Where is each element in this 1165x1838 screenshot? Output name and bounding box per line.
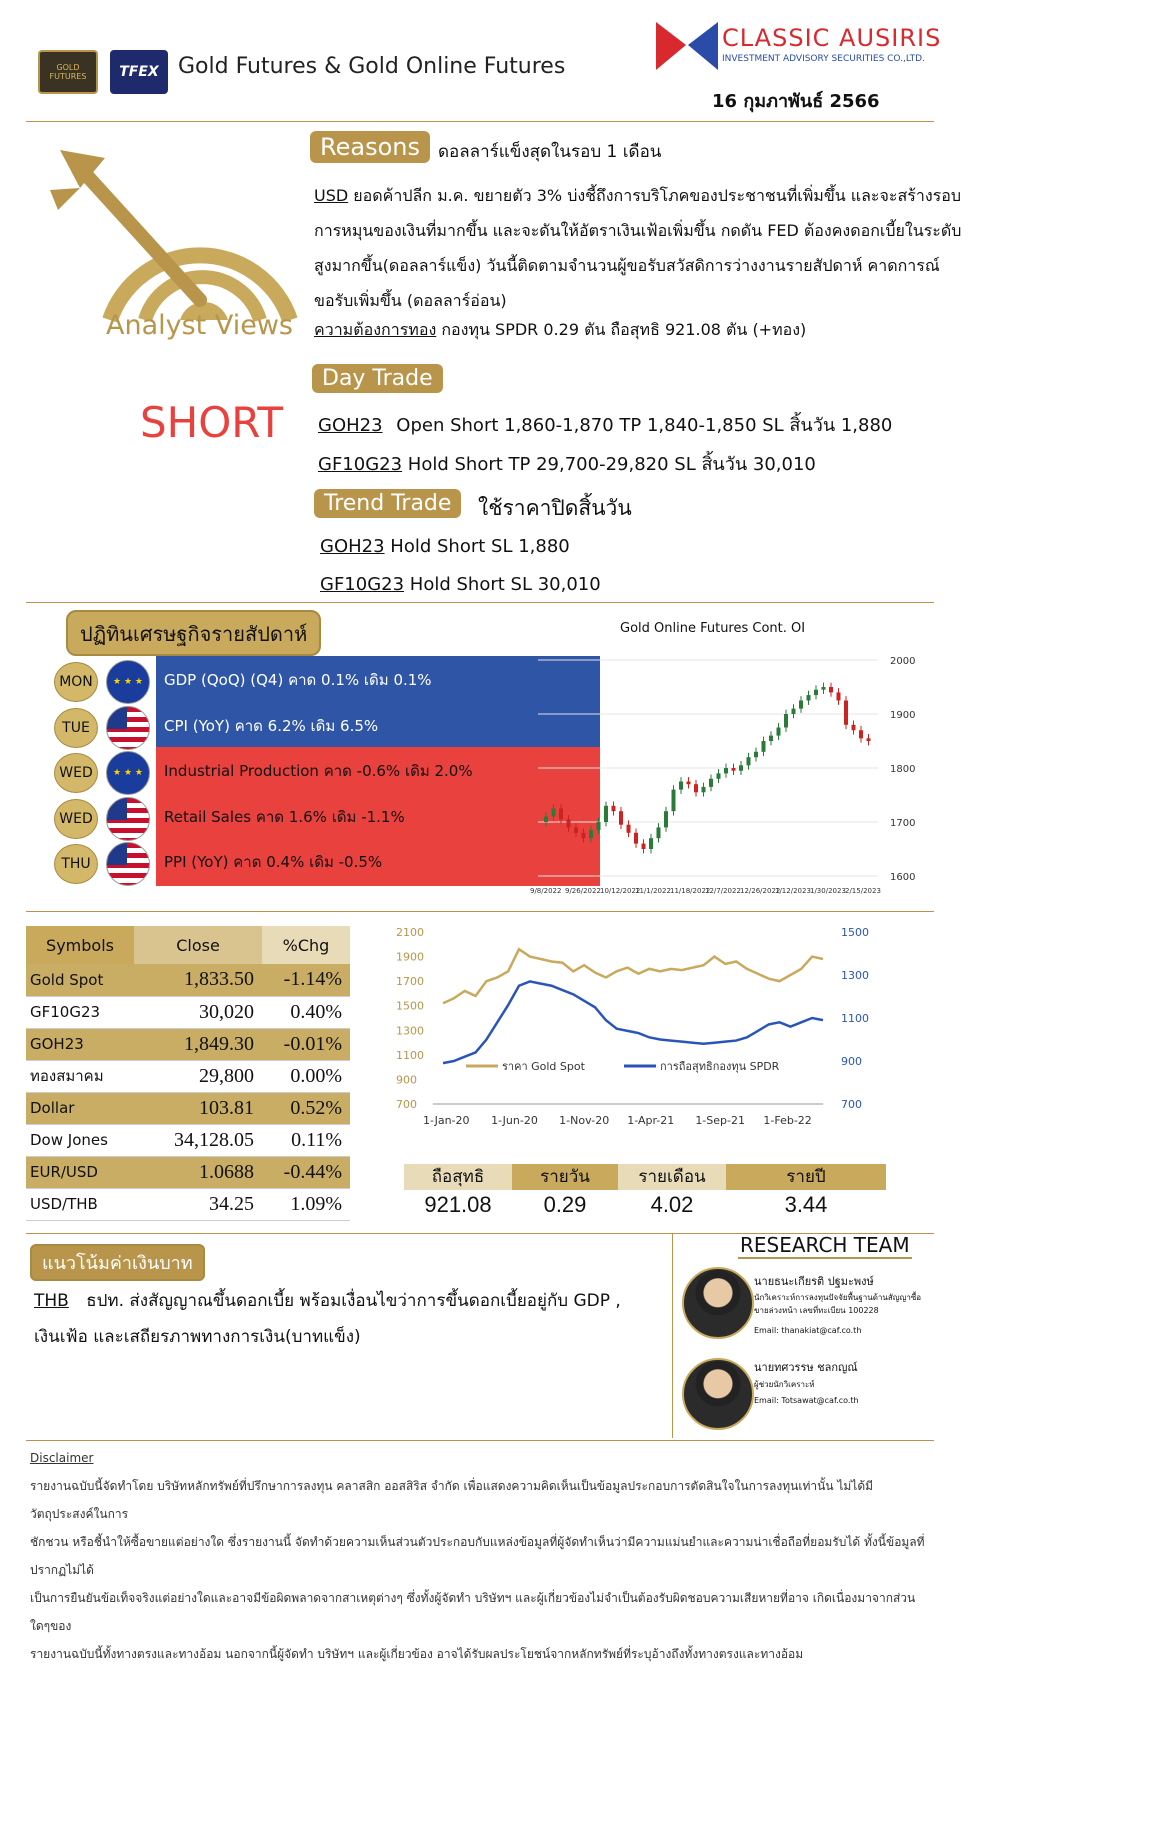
candle-body: [754, 752, 758, 757]
spdr-header: รายเดือน: [618, 1164, 726, 1190]
y-left-tick-label: 700: [396, 1098, 417, 1111]
candle-body: [604, 806, 608, 822]
us-flag-icon: [106, 706, 150, 750]
analyst-view: SHORT: [140, 398, 284, 447]
day-trade-line-1: [318, 410, 892, 439]
spdr-header: รายวัน: [512, 1164, 618, 1190]
disclaimer-line-1: รายงานฉบับนี้จัดทำโดย บริษัทหลักทรัพย์ที่ปรึกษาการลงทุน คลาสสิก ออสสิริส จำกัด เพื่อแสดงความคิดเห็นเป็นข้อมูลประกอบการตัดสินใจในการลงทุนเท่านั้น ไม่ได้มีวัตถุประสงค์ในการ: [30, 1479, 874, 1521]
y-left-tick-label: 1900: [396, 950, 424, 964]
analyst-1-email: Email: thanakiat@caf.co.th: [754, 1326, 862, 1335]
chg-cell: 1.09%: [262, 1188, 350, 1220]
legend-label: การถือสุทธิกองทุน SPDR: [660, 1060, 780, 1073]
gold-futures-logo-text: GOLD FUTURES: [49, 63, 87, 81]
thb-tag: แนวโน้มค่าเงินบาท: [30, 1244, 205, 1281]
trend-trade-symbol-2: GF10G23: [320, 574, 405, 595]
brand-subtitle: INVESTMENT ADVISORY SECURITIES CO.,LTD.: [722, 54, 925, 64]
x-tick-label: 1-Nov-20: [559, 1114, 610, 1127]
trend-trade-text-2: Hold Short SL 30,010: [409, 574, 601, 595]
chg-cell: 0.00%: [262, 1060, 350, 1092]
disclaimer-line-4: รายงานฉบับนี้ทั้งทางตรงและทางอ้อม นอกจากนี้ผู้จัดทำ บริษัทฯ และผู้เกี่ยวข้อง อาจได้รับผลประโยชน์จากหลักทรัพย์ที่ระบุอ้างถึงทั้งทางตรงและทางอ้อม: [30, 1647, 804, 1661]
candle-body: [552, 809, 556, 817]
y-left-tick-label: 1100: [396, 1048, 424, 1062]
x-tick-label: 1-Apr-21: [627, 1114, 675, 1127]
analyst-1-name: นายธนะเกียรติ ปฐมะพงษ์: [754, 1275, 874, 1288]
eu-flag-icon: ★ ★ ★: [106, 751, 150, 795]
candle-body: [679, 782, 683, 790]
x-tick-label: 1/12/2023: [775, 887, 811, 895]
header-chg: %Chg: [262, 926, 350, 964]
analyst-2-name: นายทศวรรษ ชลกญณ์: [754, 1361, 858, 1374]
x-tick-label: 1-Jan-20: [423, 1114, 470, 1127]
divider: [26, 911, 934, 912]
econ-event-text: PPI (YoY) คาด 0.4% เดิม -0.5%: [156, 838, 600, 888]
y-right-tick-label: 1100: [841, 1012, 869, 1025]
candle-body: [822, 687, 826, 690]
candle-body: [814, 690, 818, 695]
y-right-tick-label: 900: [841, 1055, 862, 1068]
target-arrow-icon: [50, 150, 300, 325]
close-cell: 103.81: [134, 1092, 262, 1124]
y-left-tick-label: 900: [396, 1073, 417, 1087]
close-cell: 1,849.30: [134, 1028, 262, 1060]
candle-body: [559, 809, 563, 820]
gold-demand-label: ความต้องการทอง: [314, 320, 437, 339]
legend-label: ราคา Gold Spot: [502, 1060, 585, 1073]
series-line-gold-spot: [443, 949, 823, 1003]
econ-event-text: GDP (QoQ) (Q4) คาด 0.1% เดิม 0.1%: [156, 656, 600, 706]
day-trade-line-2: [318, 449, 816, 478]
weekday-badge: WED: [54, 799, 98, 839]
econ-event-row: [54, 656, 600, 701]
header-close: Close: [134, 926, 262, 964]
candle-body: [859, 730, 863, 738]
chg-cell: -0.44%: [262, 1156, 350, 1188]
candle-body: [852, 725, 856, 730]
day-trade-text-2: Hold Short TP 29,700-29,820 SL สิ้นวัน 30,010: [407, 454, 816, 475]
symbol-cell: GF10G23: [26, 996, 134, 1028]
candle-body: [612, 806, 616, 811]
econ-event-row: [54, 702, 600, 747]
price-table-row: [26, 996, 350, 1028]
y-tick-label: 1900: [890, 710, 916, 721]
disclaimer: [30, 1444, 930, 1668]
close-cell: 1.0688: [134, 1156, 262, 1188]
econ-event-text: Retail Sales คาด 1.6% เดิม -1.1%: [156, 793, 600, 843]
econ-event-row: [54, 747, 600, 792]
candle-body: [657, 827, 661, 838]
weekday-badge: THU: [54, 844, 98, 884]
x-tick-label: 11/1/2022: [635, 887, 671, 895]
spdr-value: 921.08: [424, 1192, 492, 1217]
symbol-cell: Dollar: [26, 1092, 134, 1124]
disclaimer-title: Disclaimer: [30, 1451, 94, 1465]
day-trade-symbol-2: GF10G23: [318, 454, 403, 475]
series-line-spdr: [443, 981, 823, 1063]
day-trade-text-1: Open Short 1,860-1,870 TP 1,840-1,850 SL สิ้นวัน 1,880: [396, 415, 893, 436]
day-trade-symbol-1: GOH23: [318, 415, 383, 436]
price-table: [26, 926, 350, 1221]
price-table-row: [26, 1188, 350, 1220]
brand-name: CLASSIC AUSIRIS: [722, 24, 942, 52]
reasons-headline: ดอลลาร์แข็งสุดในรอบ 1 เดือน: [438, 142, 662, 162]
spdr-header: ถือสุทธิ: [404, 1164, 512, 1190]
candle-body: [702, 787, 706, 792]
econ-event-row: [54, 838, 600, 883]
candle-body: [747, 757, 751, 765]
x-tick-label: 1-Jun-20: [491, 1114, 538, 1127]
thb-label: THB: [34, 1291, 69, 1311]
chg-cell: 0.40%: [262, 996, 350, 1028]
y-tick-label: 1700: [890, 818, 916, 829]
econ-calendar-title: ปฏิทินเศรษฐกิจรายสัปดาห์: [66, 610, 321, 656]
thb-line-2: เงินเฟ้อ และเสถียรภาพทางการเงิน(บาทแข็ง): [34, 1327, 361, 1347]
analyst-1-avatar: [682, 1267, 754, 1339]
spdr-value: 3.44: [784, 1192, 828, 1217]
y-tick-label: 2000: [890, 656, 916, 667]
candle-body: [807, 695, 811, 700]
y-tick-label: 1800: [890, 764, 916, 775]
analyst-2-email: Email: Totsawat@caf.co.th: [754, 1396, 859, 1405]
candle-body: [844, 701, 848, 725]
candle-body: [769, 736, 773, 741]
gold-futures-logo: [38, 50, 98, 94]
x-tick-label: 1-Feb-22: [763, 1114, 812, 1127]
x-tick-label: 10/12/2022: [600, 887, 641, 895]
x-tick-label: 12/26/2022: [740, 887, 781, 895]
chg-cell: 0.11%: [262, 1124, 350, 1156]
y-left-tick-label: 1300: [396, 1024, 424, 1038]
divider: [26, 602, 934, 603]
price-table-row: [26, 1156, 350, 1188]
candle-body: [694, 784, 698, 792]
spdr-header: รายปี: [726, 1164, 886, 1190]
gold-demand-text: กองทุน SPDR 0.29 ตัน ถือสุทธิ 921.08 ตัน (+ทอง): [441, 320, 807, 339]
price-table-row: [26, 1028, 350, 1060]
gold-demand: [314, 318, 806, 343]
us-flag-icon: [106, 842, 150, 886]
candle-body: [574, 827, 578, 832]
day-trade-tag: Day Trade: [312, 364, 443, 393]
trend-trade-line-1: [320, 536, 570, 557]
candle-body: [642, 844, 646, 849]
weekday-badge: TUE: [54, 708, 98, 748]
candle-body: [762, 741, 766, 752]
candle-body: [739, 765, 743, 770]
symbol-cell: USD/THB: [26, 1188, 134, 1220]
usd-paragraph: [314, 178, 978, 318]
price-table-row: [26, 1060, 350, 1092]
trend-trade-tag: Trend Trade: [314, 489, 461, 518]
candle-body: [567, 819, 571, 827]
econ-event-row: [54, 793, 600, 838]
thb-line-1: [34, 1287, 621, 1314]
analyst-1-role: นักวิเคราะห์การลงทุนปัจจัยพื้นฐานด้านสัญญาซื้อขายล่วงหน้า เลขที่ทะเบียน 100228: [754, 1293, 922, 1315]
close-cell: 1,833.50: [134, 964, 262, 996]
divider: [26, 1440, 934, 1441]
trend-trade-note: ใช้ราคาปิดสิ้นวัน: [478, 496, 632, 520]
y-right-tick-label: 1500: [841, 926, 869, 939]
vertical-divider: [672, 1233, 673, 1438]
x-tick-label: 11/18/2022: [670, 887, 711, 895]
close-cell: 29,800: [134, 1060, 262, 1092]
weekday-badge: WED: [54, 753, 98, 793]
usd-label: USD: [314, 186, 349, 205]
trend-trade-text-1: Hold Short SL 1,880: [390, 536, 570, 557]
candle-body: [634, 833, 638, 844]
weekday-badge: MON: [54, 662, 98, 702]
y-tick-label: 1600: [890, 872, 916, 883]
y-left-tick-label: 1500: [396, 999, 424, 1013]
candle-body: [799, 701, 803, 709]
thb-text-1: ธปท. ส่งสัญญาณขึ้นดอกเบี้ย พร้อมเงื่อนไขว่าการขึ้นดอกเบี้ยอยู่กับ GDP ,: [86, 1291, 621, 1311]
candle-body: [709, 779, 713, 787]
analyst-views-label: Analyst Views: [106, 310, 293, 341]
y-left-tick-label: 1700: [396, 975, 424, 989]
disclaimer-line-2: ชักชวน หรือชี้นำให้ซื้อขายแต่อย่างใด ซึ่งรายงานนี้ จัดทำด้วยความเห็นส่วนตัวประกอบกับแหล่งข้อมูลที่ผู้จัดทำเห็นว่ามีความแม่นยำและความน่าเชื่อถือที่ยอมรับได้ ทั้งนี้ข้อมูลที่ปรากฏไม่ได้: [30, 1535, 925, 1577]
candle-body: [672, 790, 676, 812]
candle-body: [784, 714, 788, 728]
usd-text: ยอดค้าปลีก ม.ค. ขยายตัว 3% บ่งชี้ถึงการบริโภคของประชาชนที่เพิ่มขึ้น และจะสร้างรอบการหมุนของเงินที่มากขึ้น และจะดันให้อัตราเงินเฟ้อเพิ่มขึ้น กดดัน FED ต้องคงดอกเบี้ยในระดับสูงมากขึ้น(ดอลลาร์แข็ง) วันนี้ติดตามจำนวนผู้ขอรับสวัสดิการว่างงานรายสัปดาห์ คาดการณ์ขอรับเพิ่มขึ้น (ดอลลาร์อ่อน): [314, 186, 962, 310]
spdr-value: 4.02: [650, 1192, 694, 1217]
close-cell: 34,128.05: [134, 1124, 262, 1156]
gold-spdr-line-chart: [388, 916, 888, 1146]
candle-body: [829, 687, 833, 692]
y-left-tick-label: 2100: [396, 926, 424, 939]
symbol-cell: GOH23: [26, 1028, 134, 1060]
close-cell: 30,020: [134, 996, 262, 1028]
research-team-title: RESEARCH TEAM: [740, 1233, 910, 1257]
close-cell: 34.25: [134, 1188, 262, 1220]
candle-body: [717, 773, 721, 778]
symbol-cell: ทองสมาคม: [26, 1060, 134, 1092]
trend-trade-symbol-1: GOH23: [320, 536, 385, 557]
tfex-logo-text: TFEX: [119, 64, 159, 80]
x-tick-label: 1-Sep-21: [695, 1114, 745, 1127]
x-tick-label: 12/7/2022: [705, 887, 741, 895]
price-table-header: [26, 926, 350, 964]
trend-trade-line-2: [320, 574, 601, 595]
chg-cell: -0.01%: [262, 1028, 350, 1060]
eu-flag-icon: ★ ★ ★: [106, 660, 150, 704]
candle-body: [687, 782, 691, 785]
spdr-value: 0.29: [543, 1192, 587, 1217]
candle-body: [649, 838, 653, 849]
chg-cell: 0.52%: [262, 1092, 350, 1124]
report-date: 16 กุมภาพันธ์ 2566: [712, 91, 880, 112]
x-tick-label: 9/8/2022: [530, 887, 562, 895]
candle-body: [619, 811, 623, 825]
candle-body: [627, 825, 631, 833]
y-right-tick-label: 1300: [841, 969, 869, 982]
candle-body: [597, 822, 601, 830]
symbol-cell: Gold Spot: [26, 964, 134, 996]
candle-body: [589, 830, 593, 838]
candle-chart-title: Gold Online Futures Cont. OI: [620, 621, 806, 636]
symbol-cell: Dow Jones: [26, 1124, 134, 1156]
price-table-row: [26, 964, 350, 996]
symbol-cell: EUR/USD: [26, 1156, 134, 1188]
x-tick-label: 2/15/2023: [845, 887, 881, 895]
candle-body: [867, 738, 871, 741]
candlestick-chart: [528, 648, 928, 898]
brand-logo-mark: [656, 14, 718, 76]
price-table-row: [26, 1124, 350, 1156]
candle-body: [792, 709, 796, 714]
analyst-2-avatar: [682, 1358, 754, 1430]
page-title: Gold Futures & Gold Online Futures: [178, 54, 566, 79]
divider: [26, 121, 934, 122]
chg-cell: -1.14%: [262, 964, 350, 996]
candle-body: [724, 768, 728, 773]
header-symbols: Symbols: [26, 926, 134, 964]
candle-body: [837, 692, 841, 700]
price-table-row: [26, 1092, 350, 1124]
candle-body: [777, 728, 781, 736]
reasons-tag: Reasons: [310, 131, 430, 163]
candle-body: [544, 817, 548, 822]
analyst-2-role: ผู้ช่วยนักวิเคราะห์: [754, 1380, 815, 1389]
econ-event-text: CPI (YoY) คาด 6.2% เดิม 6.5%: [156, 702, 600, 752]
tfex-logo: [110, 50, 168, 94]
x-tick-label: 9/26/2022: [565, 887, 601, 895]
disclaimer-line-3: เป็นการยืนยันข้อเท็จจริงแต่อย่างใดและอาจมีข้อผิดพลาดจากสาเหตุต่างๆ ซึ่งทั้งผู้จัดทำ บริษัทฯ และผู้เกี่ยวข้องไม่จำเป็นต้องรับผิดชอบความเสียหายที่อาจ เกิดเนื่องมาจากส่วนใดๆของ: [30, 1591, 916, 1633]
econ-event-text: Industrial Production คาด -0.6% เดิม 2.0%: [156, 747, 600, 797]
x-tick-label: 1/30/2023: [810, 887, 846, 895]
candle-body: [732, 768, 736, 771]
us-flag-icon: [106, 797, 150, 841]
y-right-tick-label: 700: [841, 1098, 862, 1111]
candle-body: [582, 833, 586, 838]
candle-body: [664, 811, 668, 827]
